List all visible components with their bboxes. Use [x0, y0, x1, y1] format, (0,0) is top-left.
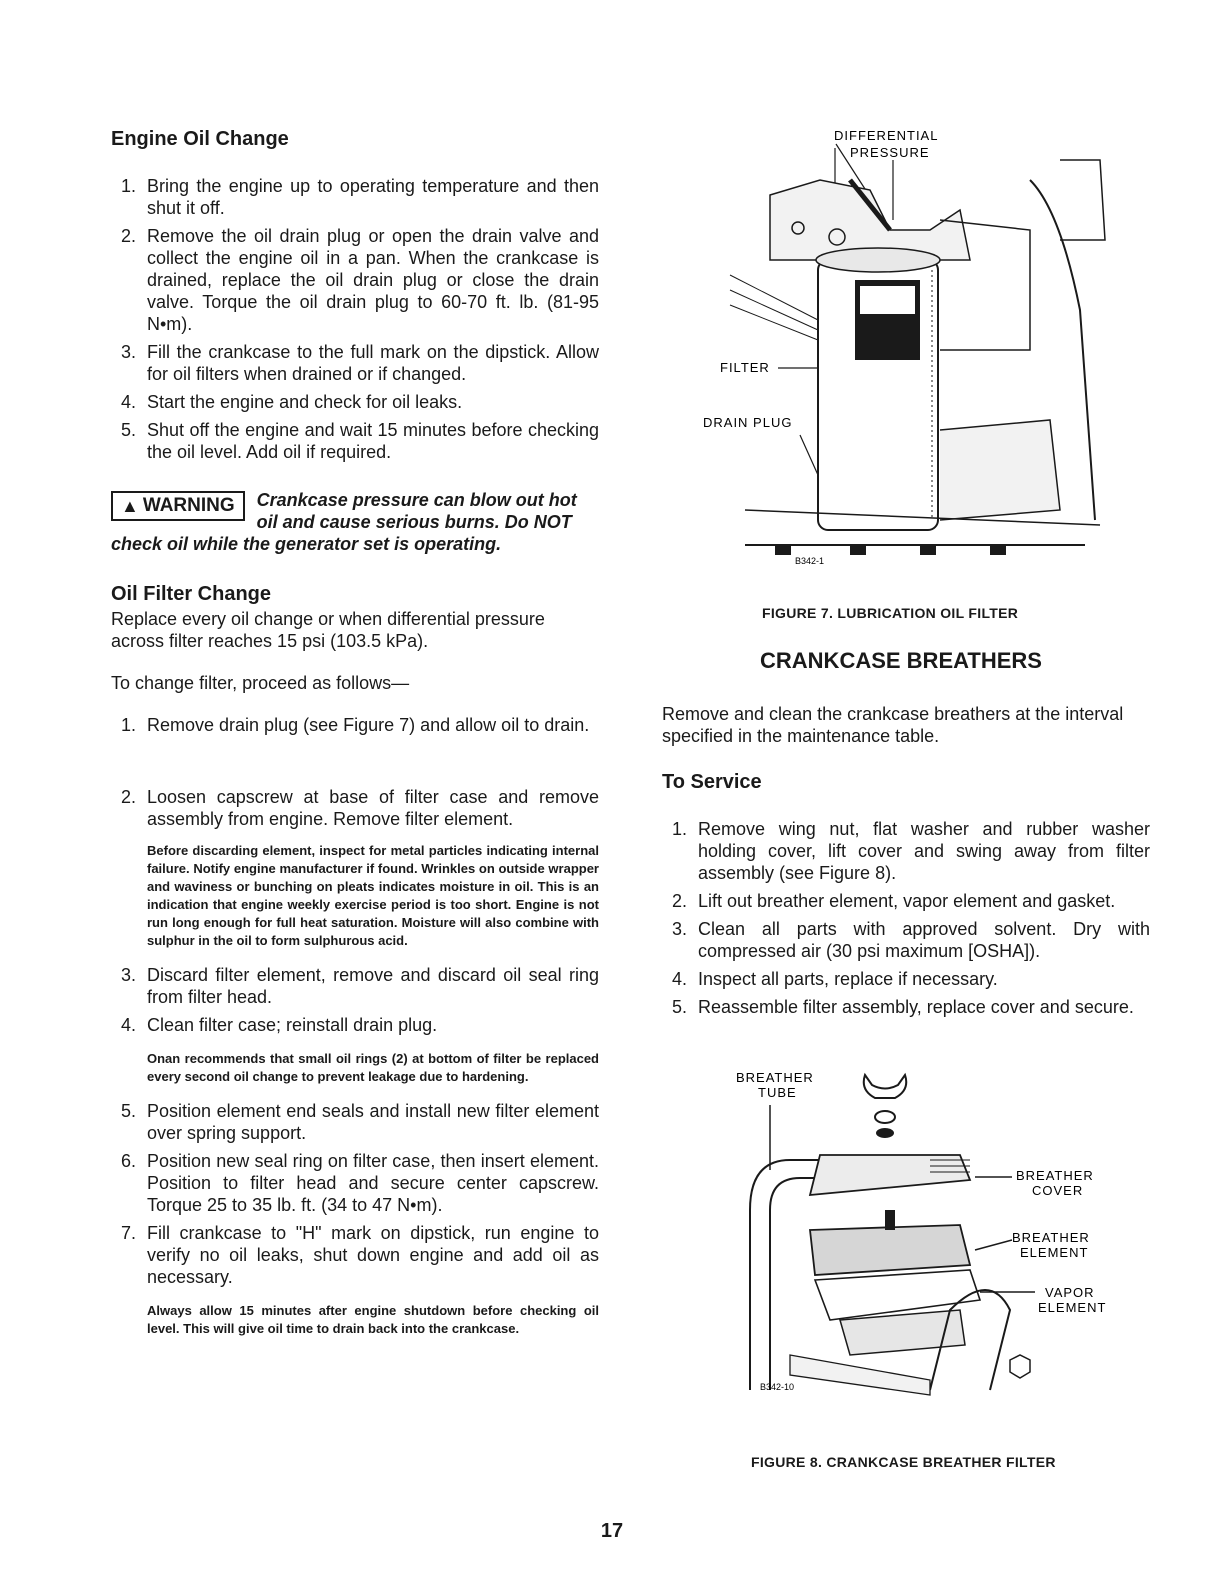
mount-shape — [790, 1355, 930, 1395]
step-number: 2. — [121, 226, 137, 246]
step-number: 1. — [672, 819, 688, 839]
breather-element-shape — [810, 1225, 970, 1275]
list-item — [662, 818, 1150, 884]
left-column — [111, 128, 599, 1338]
figure-7-lubrication-oil-filter — [700, 120, 1110, 580]
list-item — [662, 968, 1150, 990]
list-item — [111, 391, 599, 413]
step-number: 4. — [121, 392, 137, 412]
oil-filter-intro: Replace every oil change or when differential pressure across filter reaches 15 psi (103.5 kPa). — [111, 609, 545, 651]
base-bolt-shape — [990, 545, 1006, 555]
figure-7-caption: FIGURE 7. LUBRICATION OIL FILTER — [762, 605, 1019, 621]
crankcase-breathers-title: CRANKCASE BREATHERS — [760, 648, 1042, 673]
step-text: Position element end seals and install new filter element over spring support. — [147, 1101, 599, 1143]
oil-filter-change-heading: Oil Filter Change — [111, 583, 272, 605]
figure7-label-drain-plug: DRAIN PLUG — [703, 415, 793, 430]
list-item — [111, 1100, 599, 1144]
step-number: 1. — [121, 176, 137, 196]
step-number: 1. — [121, 715, 137, 735]
step-number: 5. — [121, 420, 137, 440]
flat-washer-shape — [875, 1111, 895, 1123]
oil-filter-step1-list — [111, 714, 599, 736]
oil-filter-step2-list — [111, 786, 599, 830]
right-column — [662, 703, 1150, 1024]
step-text: Remove drain plug (see Figure 7) and allow oil to drain. — [147, 715, 590, 735]
warning-label: WARNING — [142, 495, 235, 516]
page-number: 17 — [600, 1520, 624, 1542]
step-number: 4. — [672, 969, 688, 989]
step-number: 3. — [672, 919, 688, 939]
step-number: 3. — [121, 342, 137, 362]
list-item — [111, 786, 599, 830]
center-stud-shape — [885, 1210, 895, 1230]
step-text: Reassemble filter assembly, replace cover and secure. — [698, 997, 1134, 1017]
step-number: 5. — [121, 1101, 137, 1121]
engine-oil-change-heading: Engine Oil Change — [111, 128, 289, 150]
note-allow-15-minutes: Always allow 15 minutes after engine shutdown before checking oil level. This will give oil time to drain back into the crankcase. — [147, 1303, 599, 1336]
step-text: Clean all parts with approved solvent. Dry with compressed air (30 psi maximum [OSHA]). — [698, 919, 1150, 961]
figure7-label-pressure: PRESSURE — [850, 145, 930, 160]
step-number: 5. — [672, 997, 688, 1017]
figure8-label-tube: TUBE — [758, 1085, 797, 1100]
figure-8-caption: FIGURE 8. CRANKCASE BREATHER FILTER — [751, 1454, 1056, 1470]
step-number: 2. — [121, 787, 137, 807]
note-metal-particles: Before discarding element, inspect for metal particles indicating internal failure. Notify engine manufacturer if found. Wrinkles on outside wrapper and waviness or bunching on pleats indicates moisture in oil. This is an indication that engine weekly exercise period is too short. Engine is not run long enough for full heat saturation. Moisture will also combine with sulphur in the oil to form sulphurous acid. — [147, 843, 599, 948]
base-bolt-shape — [920, 545, 936, 555]
nut-icon — [1010, 1355, 1030, 1378]
filter-top-shape — [816, 248, 940, 272]
step-text: Discard filter element, remove and discard oil seal ring from filter head. — [147, 965, 599, 1007]
step-number: 2. — [672, 891, 688, 911]
figure8-label-vapor: VAPOR — [1045, 1285, 1095, 1300]
list-item — [111, 1014, 599, 1036]
step-number: 4. — [121, 1015, 137, 1035]
step-text: Remove the oil drain plug or open the drain valve and collect the engine oil in a pan. When the crankcase is drained, replace the oil drain plug or close the drain valve. Torque the oil drain plug to 60-70 ft. lb. (81-95 N•m). — [147, 226, 599, 334]
step-number: 6. — [121, 1151, 137, 1171]
step-number: 7. — [121, 1223, 137, 1243]
list-item — [111, 419, 599, 463]
to-service-steps — [662, 818, 1150, 1018]
frame-shape — [1060, 160, 1105, 240]
warning-block — [111, 489, 599, 555]
figure7-label-differential: DIFFERENTIAL — [834, 128, 939, 143]
oil-filter-steps-5-7 — [111, 1100, 599, 1288]
rubber-washer-shape — [876, 1128, 894, 1138]
step-text: Clean filter case; reinstall drain plug. — [147, 1015, 438, 1035]
breather-cover-shape — [810, 1155, 970, 1195]
step-number: 3. — [121, 965, 137, 985]
filter-decal-shape — [860, 286, 915, 314]
list-item — [111, 1150, 599, 1216]
list-item — [111, 175, 599, 219]
warning-badge — [111, 491, 245, 521]
oil-filter-steps-3-4 — [111, 964, 599, 1036]
figure-8-crankcase-breather-filter — [730, 1060, 1130, 1410]
step-text: Remove wing nut, flat washer and rubber washer holding cover, lift cover and swing away from filter assembly (see Figure 8). — [698, 819, 1150, 883]
figure8-label-element: ELEMENT — [1020, 1245, 1089, 1260]
step-text: Fill crankcase to "H" mark on dipstick, run engine to verify no oil leaks, shut down engine and add oil as necessary. — [147, 1223, 599, 1287]
list-item — [111, 964, 599, 1008]
base-bolt-shape — [850, 545, 866, 555]
figure8-code: B342-10 — [760, 1382, 795, 1392]
step-text: Shut off the engine and wait 15 minutes before checking the oil level. Add oil if required. — [147, 420, 599, 462]
note-oil-rings: Onan recommends that small oil rings (2) at bottom of filter be replaced every second oil change to prevent leakage due to hardening. — [147, 1051, 599, 1084]
figure8-label-breather-element: BREATHER — [1012, 1230, 1090, 1245]
step-text: Lift out breather element, vapor element and gasket. — [698, 891, 1116, 911]
warning-triangle-icon: ▲ — [121, 495, 139, 516]
leader-line — [800, 435, 818, 475]
wing-nut-icon — [864, 1075, 907, 1098]
hatch-line — [730, 275, 818, 320]
engine-oil-change-steps — [111, 175, 599, 463]
list-item — [662, 890, 1150, 912]
base-bolt-shape — [775, 545, 791, 555]
list-item — [111, 714, 599, 736]
to-service-heading: To Service — [662, 771, 762, 793]
step-text: Position new seal ring on filter case, then insert element. Position to filter head and secure center capscrew. Torque 25 to 35 lb. ft. (34 to 47 N•m). — [147, 1151, 599, 1215]
crankcase-intro: Remove and clean the crankcase breathers at the interval specified in the maintenance table. — [662, 704, 1124, 746]
figure7-code: B342-1 — [795, 556, 825, 566]
step-text: Fill the crankcase to the full mark on the dipstick. Allow for oil filters when drained or if changed. — [147, 342, 599, 384]
engine-block-shape — [940, 420, 1060, 520]
list-item — [662, 996, 1150, 1018]
step-text: Loosen capscrew at base of filter case and remove assembly from engine. Remove filter element. — [147, 787, 599, 829]
figure8-label-breather-cover: BREATHER — [1016, 1168, 1094, 1183]
step-text: Inspect all parts, replace if necessary. — [698, 969, 998, 989]
step-text: Start the engine and check for oil leaks. — [147, 392, 463, 412]
figure8-label-cover: COVER — [1032, 1183, 1084, 1198]
list-item — [111, 341, 599, 385]
step-text: Bring the engine up to operating temperature and then shut it off. — [147, 176, 599, 218]
figure8-label-breather-tube: BREATHER — [736, 1070, 814, 1085]
warning-text: Crankcase pressure can blow out hot oil and cause serious burns. Do NOT check oil while the generator set is operating. — [111, 490, 577, 554]
figure8-label-vapor-element: ELEMENT — [1038, 1300, 1107, 1315]
leader-line — [975, 1240, 1012, 1250]
figure7-label-filter: FILTER — [720, 360, 770, 375]
list-item — [111, 1222, 599, 1288]
list-item — [662, 918, 1150, 962]
oil-filter-proceed: To change filter, proceed as follows— — [111, 673, 410, 693]
list-item — [111, 225, 599, 335]
